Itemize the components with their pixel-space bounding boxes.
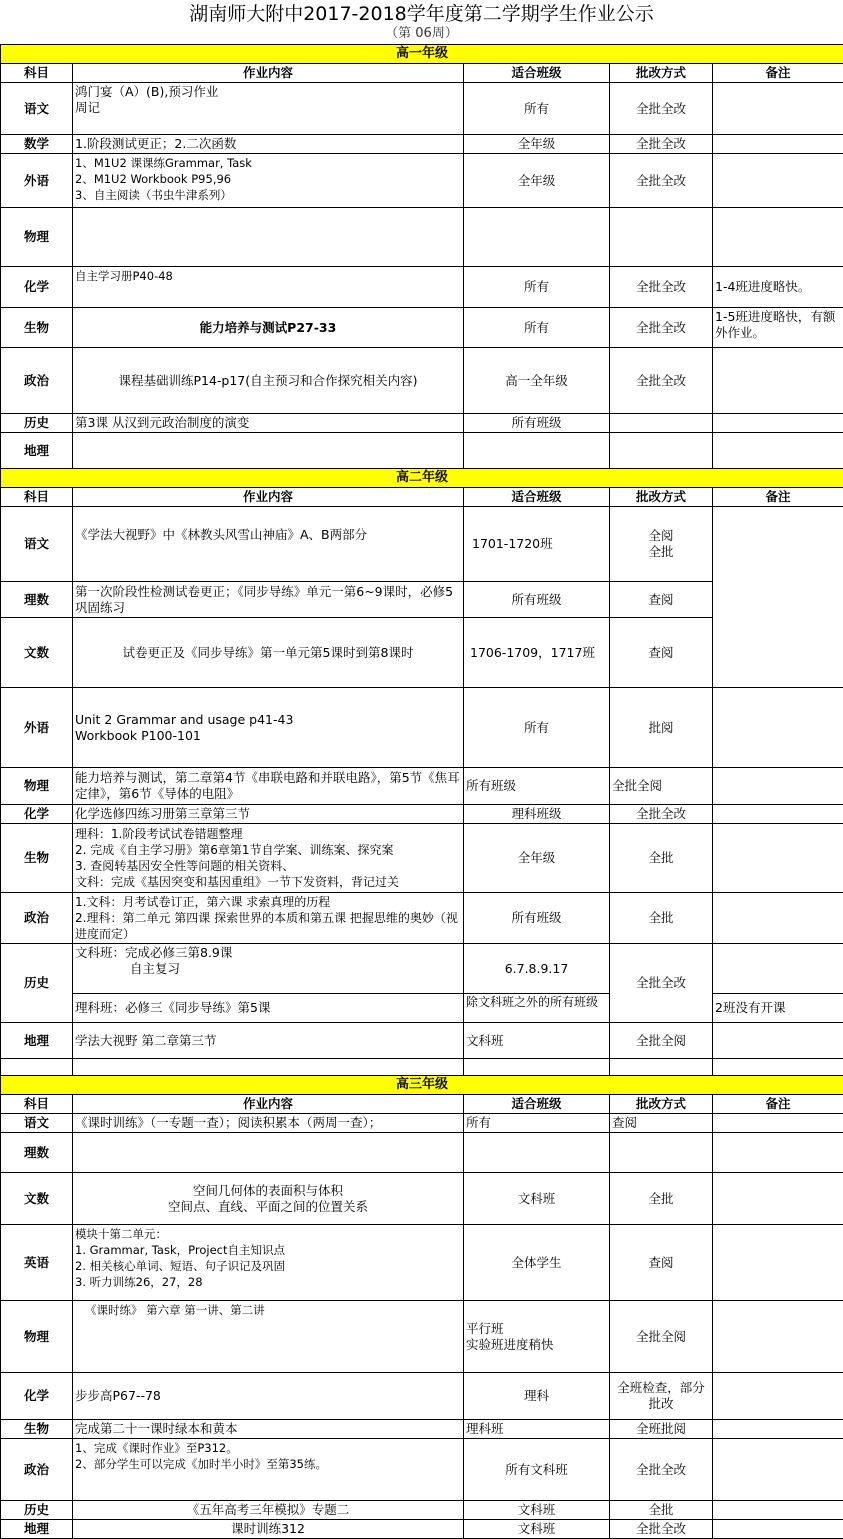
class-cell: 所有班级	[464, 768, 610, 805]
table-row	[1, 1373, 843, 1420]
grading-cell: 全批全改	[610, 805, 713, 824]
header-content: 作业内容	[73, 488, 464, 507]
grade3-header-row	[1, 1095, 843, 1114]
table-row	[1, 1301, 843, 1373]
subject-cell: 历史	[1, 414, 73, 433]
note-cell	[713, 805, 843, 824]
class-cell: 文科班	[464, 1520, 610, 1539]
class-cell: 全体学生	[464, 1225, 610, 1301]
grading-cell: 全批	[610, 1501, 713, 1520]
history-wenke-task: 文科班：完成必修三第8.9课	[75, 945, 461, 961]
class-cell: 文科班	[464, 1501, 610, 1520]
content-cell: 模块十第二单元： 1. Grammar, Task，Project自主知识点 2. 相关核心单词、短语、句子识记及巩固 3. 听力训练26，27，28	[73, 1225, 464, 1301]
subject-cell: 历史	[1, 1501, 73, 1520]
class-cell: 全年级	[464, 135, 610, 154]
content-cell: 第一次阶段性检测试卷更正；《同步导练》单元一第6~9课时，必修5巩固练习	[73, 582, 464, 618]
table-row	[1, 1420, 843, 1439]
subject-cell: 物理	[1, 768, 73, 805]
header-grading: 批改方式	[610, 1095, 713, 1114]
header-grading: 批改方式	[610, 64, 713, 83]
header-note: 备注	[713, 1095, 843, 1114]
grading-cell: 全批全阅	[610, 1301, 713, 1373]
grading-cell: 批阅	[610, 688, 713, 768]
note-cell	[713, 1301, 843, 1373]
subject-cell: 政治	[1, 893, 73, 944]
grading-cell	[610, 208, 713, 267]
note-cell	[713, 154, 843, 208]
table-row	[1, 1520, 843, 1539]
grading-cell: 全批	[610, 893, 713, 944]
empty-cell	[610, 1059, 713, 1076]
grading-cell: 全批全阅	[610, 1023, 713, 1059]
subject-cell: 理数	[1, 1133, 73, 1173]
table-row	[1, 1133, 843, 1173]
note-cell	[713, 688, 843, 768]
empty-cell	[464, 1059, 610, 1076]
content-cell: Unit 2 Grammar and usage p41-43 Workbook P100-101	[73, 688, 464, 768]
content-cell: 完成第二十一课时绿本和黄本	[73, 1420, 464, 1439]
grading-cell: 全批全阅	[610, 768, 713, 805]
subject-cell: 化学	[1, 1373, 73, 1420]
note-cell	[713, 1520, 843, 1539]
note-cell	[713, 135, 843, 154]
header-note: 备注	[713, 488, 843, 507]
grading-cell: 全批全改	[610, 135, 713, 154]
week-label: （第 06周）	[0, 25, 843, 43]
note-cell: 2班没有开课	[713, 994, 843, 1023]
grading-cell: 全批全改	[610, 308, 713, 348]
note-cell	[713, 1439, 843, 1501]
grading-cell: 全批全改	[610, 348, 713, 414]
note-cell	[713, 433, 843, 469]
content-cell: 1、M1U2 课课练Grammar, Task 2、M1U2 Workbook P95,96 3、自主阅读（书虫牛津系列）	[73, 154, 464, 208]
note-cell	[713, 768, 843, 805]
subject-cell: 化学	[1, 267, 73, 308]
class-cell: 所有	[464, 83, 610, 135]
empty-cell	[73, 1059, 464, 1076]
header-class: 适合班级	[464, 488, 610, 507]
note-cell	[713, 507, 843, 688]
content-cell: 课程基础训练P14-p17(自主预习和合作探究相关内容)	[73, 348, 464, 414]
subject-cell: 英语	[1, 1225, 73, 1301]
table-row	[1, 805, 843, 824]
subject-cell: 数学	[1, 135, 73, 154]
content-cell: 《课时练》 第六章 第一讲、第二讲	[73, 1301, 464, 1373]
grading-cell: 全班检查，部分批改	[610, 1373, 713, 1420]
content-cell	[73, 433, 464, 469]
subject-cell: 地理	[1, 1023, 73, 1059]
subject-cell: 外语	[1, 688, 73, 768]
class-cell: 全年级	[464, 154, 610, 208]
class-cell: 全年级	[464, 824, 610, 893]
table-row	[1, 154, 843, 208]
subject-cell: 地理	[1, 1520, 73, 1539]
subject-cell: 外语	[1, 154, 73, 208]
note-cell	[713, 1114, 843, 1133]
table-row	[1, 1501, 843, 1520]
grading-cell: 查阅	[610, 618, 713, 688]
class-cell: 理科	[464, 1373, 610, 1420]
content-cell: 第3课 从汉到元政治制度的演变	[73, 414, 464, 433]
subject-cell: 理数	[1, 582, 73, 618]
grading-cell: 全批全改	[610, 1439, 713, 1501]
subject-cell: 生物	[1, 1420, 73, 1439]
content-cell: 能力培养与测试P27-33	[73, 308, 464, 348]
note-cell	[713, 1501, 843, 1520]
class-cell	[464, 208, 610, 267]
content-cell: 能力培养与测试，第二章第4节《串联电路和并联电路》，第5节《焦耳定律》，第6节《导体的电阻》	[73, 768, 464, 805]
grading-cell: 全阅 全批	[610, 507, 713, 582]
class-cell: 6.7.8.9.17	[464, 944, 610, 994]
grading-cell: 全批全改	[610, 267, 713, 308]
header-subject: 科目	[1, 1095, 73, 1114]
subject-cell: 地理	[1, 433, 73, 469]
table-row	[1, 414, 843, 433]
subject-cell: 生物	[1, 824, 73, 893]
table-row	[1, 208, 843, 267]
grading-cell: 全批全改	[610, 83, 713, 135]
class-cell: 1706-1709，1717班	[464, 618, 610, 688]
grading-cell: 全批	[610, 824, 713, 893]
header-class: 适合班级	[464, 1095, 610, 1114]
subject-cell: 政治	[1, 348, 73, 414]
table-row	[1, 1439, 843, 1501]
class-cell: 所有	[464, 1114, 610, 1133]
class-cell	[464, 1133, 610, 1173]
table-row	[1, 1114, 843, 1133]
note-cell	[713, 824, 843, 893]
grade2-header-row	[1, 488, 843, 507]
table-row	[1, 135, 843, 154]
note-cell	[713, 1225, 843, 1301]
grading-cell: 全批全改	[610, 944, 713, 1023]
content-cell: 试卷更正及《同步导练》第一单元第5课时到第8课时	[73, 618, 464, 688]
table-row	[1, 308, 843, 348]
header-content: 作业内容	[73, 1095, 464, 1114]
note-cell	[713, 1373, 843, 1420]
content-cell: 课时训练312	[73, 1520, 464, 1539]
subject-cell: 语文	[1, 1114, 73, 1133]
grading-cell: 全批全改	[610, 1520, 713, 1539]
content-cell: 空间几何体的表面积与体积 空间点、直线、平面之间的位置关系	[73, 1173, 464, 1225]
grading-cell: 查阅	[610, 1225, 713, 1301]
content-cell	[73, 944, 464, 994]
table-row	[1, 507, 843, 582]
content-cell: 1、完成《课时作业》至P312。 2、部分学生可以完成《加时半小时》至第35练。	[73, 1439, 464, 1501]
table-row	[1, 893, 843, 944]
note-cell	[713, 944, 843, 994]
class-cell: 除文科班之外的所有班级	[464, 994, 610, 1023]
subject-cell: 语文	[1, 507, 73, 582]
empty-cell	[713, 1059, 843, 1076]
table-row	[1, 83, 843, 135]
history-review-task: 自主复习	[75, 961, 461, 977]
class-cell: 所有文科班	[464, 1439, 610, 1501]
class-cell: 理科班	[464, 1420, 610, 1439]
grade1-section-title: 高一年级	[1, 45, 843, 64]
class-cell	[464, 433, 610, 469]
note-cell	[713, 1173, 843, 1225]
table-row	[1, 1023, 843, 1059]
content-cell: 《学法大视野》中《林教头风雪山神庙》A、B两部分	[73, 507, 464, 582]
table-row	[1, 1059, 843, 1076]
content-cell: 学法大视野 第二章第三节	[73, 1023, 464, 1059]
content-cell: 鸿门宴（A）(B),预习作业 周记	[73, 83, 464, 135]
content-cell: 1.文科：月考试卷订正，第六课 求索真理的历程 2.理科：第二单元 第四课 探索世界的本质和第五课 把握思维的奥妙（视进度而定）	[73, 893, 464, 944]
header-grading: 批改方式	[610, 488, 713, 507]
content-cell	[73, 1133, 464, 1173]
class-cell: 文科班	[464, 1173, 610, 1225]
content-cell: 化学选修四练习册第三章第三节	[73, 805, 464, 824]
class-cell: 平行班 实验班进度稍快	[464, 1301, 610, 1373]
content-cell: 步步高P67--78	[73, 1373, 464, 1420]
grading-cell	[610, 433, 713, 469]
table-row	[1, 944, 843, 994]
homework-table	[0, 44, 843, 1539]
table-row	[1, 348, 843, 414]
subject-cell: 物理	[1, 208, 73, 267]
note-cell	[713, 1420, 843, 1439]
content-cell	[73, 208, 464, 267]
class-cell: 所有	[464, 267, 610, 308]
empty-cell	[1, 1059, 73, 1076]
table-row	[1, 994, 843, 1023]
note-cell	[713, 83, 843, 135]
note-cell	[713, 1133, 843, 1173]
subject-cell: 文数	[1, 618, 73, 688]
grading-cell: 全批全改	[610, 154, 713, 208]
subject-cell: 物理	[1, 1301, 73, 1373]
class-cell: 文科班	[464, 1023, 610, 1059]
table-row	[1, 267, 843, 308]
grading-cell: 全班批阅	[610, 1420, 713, 1439]
grading-cell: 查阅	[610, 582, 713, 618]
note-cell	[713, 208, 843, 267]
subject-cell: 历史	[1, 944, 73, 1023]
note-cell: 1-5班进度略快，有额外作业。	[713, 308, 843, 348]
class-cell: 1701-1720班	[464, 507, 610, 582]
header-class: 适合班级	[464, 64, 610, 83]
class-cell: 所有班级	[464, 414, 610, 433]
subject-cell: 化学	[1, 805, 73, 824]
header-subject: 科目	[1, 488, 73, 507]
subject-cell: 语文	[1, 83, 73, 135]
page-title: 湖南师大附中2017-2018学年度第二学期学生作业公示	[0, 2, 843, 26]
content-cell: 1.阶段测试更正；2.二次函数	[73, 135, 464, 154]
note-cell	[713, 348, 843, 414]
note-cell	[713, 414, 843, 433]
content-cell: 理科：1.阶段考试试卷错题整理 2. 完成《自主学习册》第6章第1节自学案、训练案、探究案 3. 查阅转基因安全性等问题的相关资料、 文科：完成《基因突变和基因重组》一节下发资料，背记过关	[73, 824, 464, 893]
content-cell: 自主学习册P40-48	[73, 267, 464, 308]
class-cell: 所有班级	[464, 893, 610, 944]
grade2-section-title: 高二年级	[1, 469, 843, 488]
grading-cell	[610, 414, 713, 433]
table-row	[1, 824, 843, 893]
table-row	[1, 1173, 843, 1225]
table-row	[1, 688, 843, 768]
note-cell	[713, 1023, 843, 1059]
grade1-header-row	[1, 64, 843, 83]
class-cell: 高一全年级	[464, 348, 610, 414]
grade3-section-title: 高三年级	[1, 1076, 843, 1095]
class-cell: 所有	[464, 688, 610, 768]
header-subject: 科目	[1, 64, 73, 83]
note-cell	[713, 893, 843, 944]
header-note: 备注	[713, 64, 843, 83]
grading-cell: 全批	[610, 1173, 713, 1225]
class-cell: 所有班级	[464, 582, 610, 618]
class-cell: 理科班级	[464, 805, 610, 824]
grading-cell	[610, 1133, 713, 1173]
table-row	[1, 433, 843, 469]
content-cell: 《课时训练》（一专题一查）；阅读积累本（两周一查）；	[73, 1114, 464, 1133]
note-cell: 1-4班进度略快。	[713, 267, 843, 308]
table-row	[1, 1225, 843, 1301]
content-cell: 理科班：必修三《同步导练》第5课	[73, 994, 464, 1023]
header-content: 作业内容	[73, 64, 464, 83]
grading-cell: 查阅	[610, 1114, 713, 1133]
subject-cell: 文数	[1, 1173, 73, 1225]
subject-cell: 政治	[1, 1439, 73, 1501]
table-row	[1, 768, 843, 805]
content-cell: 《五年高考三年模拟》专题二	[73, 1501, 464, 1520]
class-cell: 所有	[464, 308, 610, 348]
subject-cell: 生物	[1, 308, 73, 348]
